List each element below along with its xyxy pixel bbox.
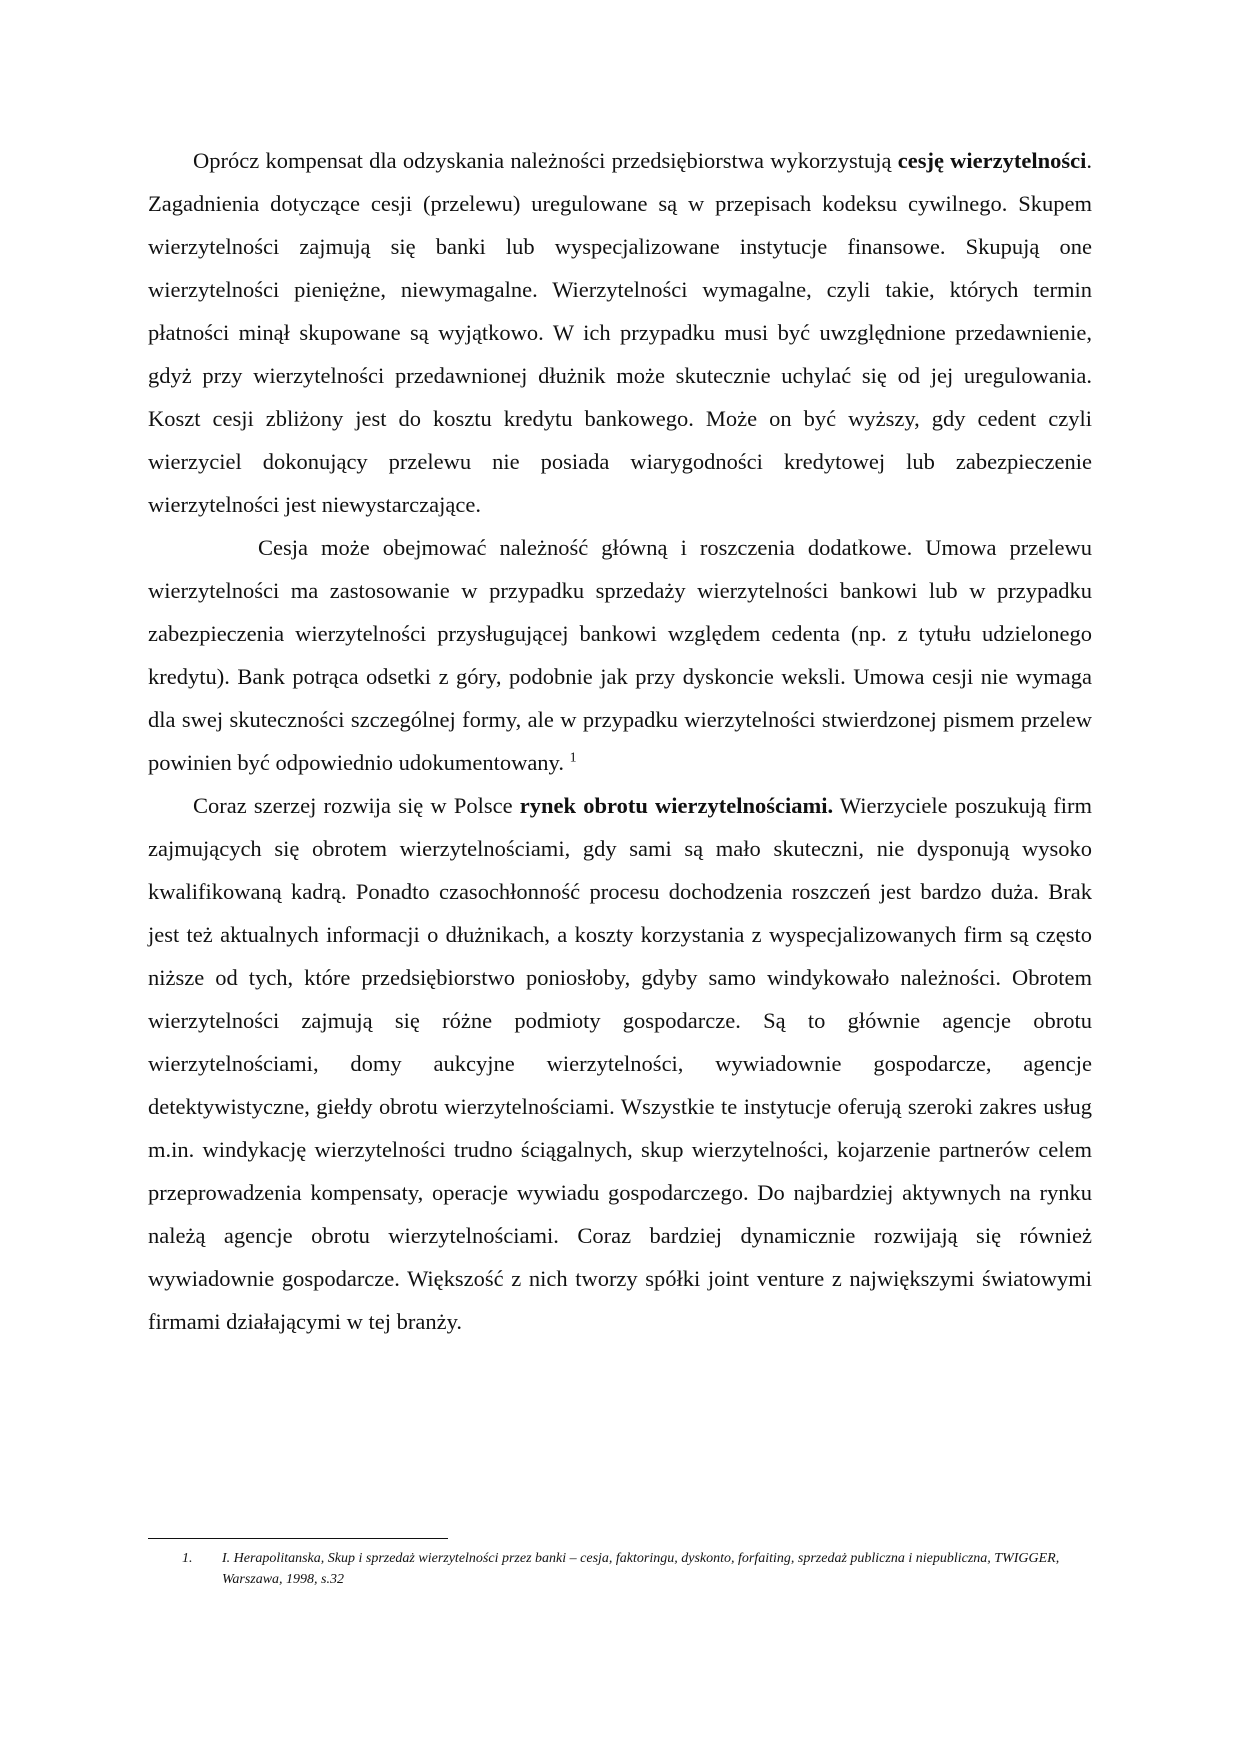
bold-term: cesję wierzytelności: [897, 148, 1087, 173]
footnote-reference[interactable]: 1: [569, 750, 577, 766]
paragraph-debt-market: [148, 784, 1092, 1343]
paragraph-text: Cesja może obejmować należność główną i roszczenia dodatkowe. Umowa przelewu wierzytelności ma zastosowanie w przypadku sprzedaży wierzytelności bankowi lub w przypadku zabezpieczenia wierzytelności przysługującej bankowi względem cedenta (np. z tytułu udzielonego kredytu). Bank potrąca odsetki z góry, podobnie jak przy dyskoncie weksli. Umowa cesji nie wymaga dla swej skuteczności szczególnej formy, ale w przypadku wierzytelności stwierdzonej pismem przelew powinien być odpowiednio udokumentowany.: [148, 535, 1092, 775]
paragraph-cession: [148, 139, 1092, 526]
footnote-separator: [148, 1538, 448, 1539]
paragraph-text: Coraz szerzej rozwija się w Polsce: [193, 793, 520, 818]
paragraph-text: Oprócz kompensat dla odzyskania należności przedsiębiorstwa wykorzystują: [193, 148, 898, 173]
footnote-text: I. Herapolitanska, Skup i sprzedaż wierzytelności przez banki – cesja, faktoringu, dyskonto, forfaiting, sprzedaż publiczna i niepubliczna, TWIGGER, Warszawa, 1998, s.32: [222, 1551, 1060, 1587]
footnote: [182, 1548, 1065, 1590]
paragraph-cession-scope: [148, 526, 1092, 784]
bold-term: rynek obrotu wierzytelnościami.: [519, 793, 834, 818]
footnote-number: 1.: [182, 1551, 193, 1566]
paragraph-text: Wierzyciele poszukują firm zajmujących się obrotem wierzytelnościami, gdy sami są mało skuteczni, nie dysponują wysoko kwalifikowaną kadrą. Ponadto czasochłonność procesu dochodzenia roszczeń jest bardzo duża. Brak jest też aktualnych informacji o dłużnikach, a koszty korzystania z wyspecjalizowanych firm są często niższe od tych, które przedsiębiorstwo poniosłoby, gdyby samo windykowało należności. Obrotem wierzytelności zajmują się różne podmioty gospodarcze. Są to głównie agencje obrotu wierzytelnościami, domy aukcyjne wierzytelności, wywiadownie gospodarcze, agencje detektywistyczne, giełdy obrotu wierzytelnościami. Wszystkie te instytucje oferują szeroki zakres usług m.in. windykację wierzytelności trudno ściągalnych, skup wierzytelności, kojarzenie partnerów celem przeprowadzenia kompensaty, operacje wywiadu gospodarczego. Do najbardziej aktywnych na rynku należą agencje obrotu wierzytelnościami. Coraz bardziej dynamicznie rozwijają się również wywiadownie gospodarcze. Większość z nich tworzy spółki joint venture z największymi światowymi firmami działającymi w tej branży.: [148, 793, 1093, 1334]
paragraph-text: . Zagadnienia dotyczące cesji (przelewu) uregulowane są w przepisach kodeksu cywilnego. Skupem wierzytelności zajmują się banki lub wyspecjalizowane instytucje finansowe. Skupują one wierzytelności pieniężne, niewymagalne. Wierzytelności wymagalne, czyli takie, których termin płatności minął skupowane są wyjątkowo. W ich przypadku musi być uwzględnione przedawnienie, gdyż przy wierzytelności przedawnionej dłużnik może skutecznie uchylać się od jej uregulowania. Koszt cesji zbliżony jest do kosztu kredytu bankowego. Może on być wyższy, gdy cedent czyli wierzyciel dokonujący przelewu nie posiada wiarygodności kredytowej lub zabezpieczenie wierzytelności jest niewystarczające.: [148, 148, 1093, 517]
body-text: [148, 139, 1092, 1343]
